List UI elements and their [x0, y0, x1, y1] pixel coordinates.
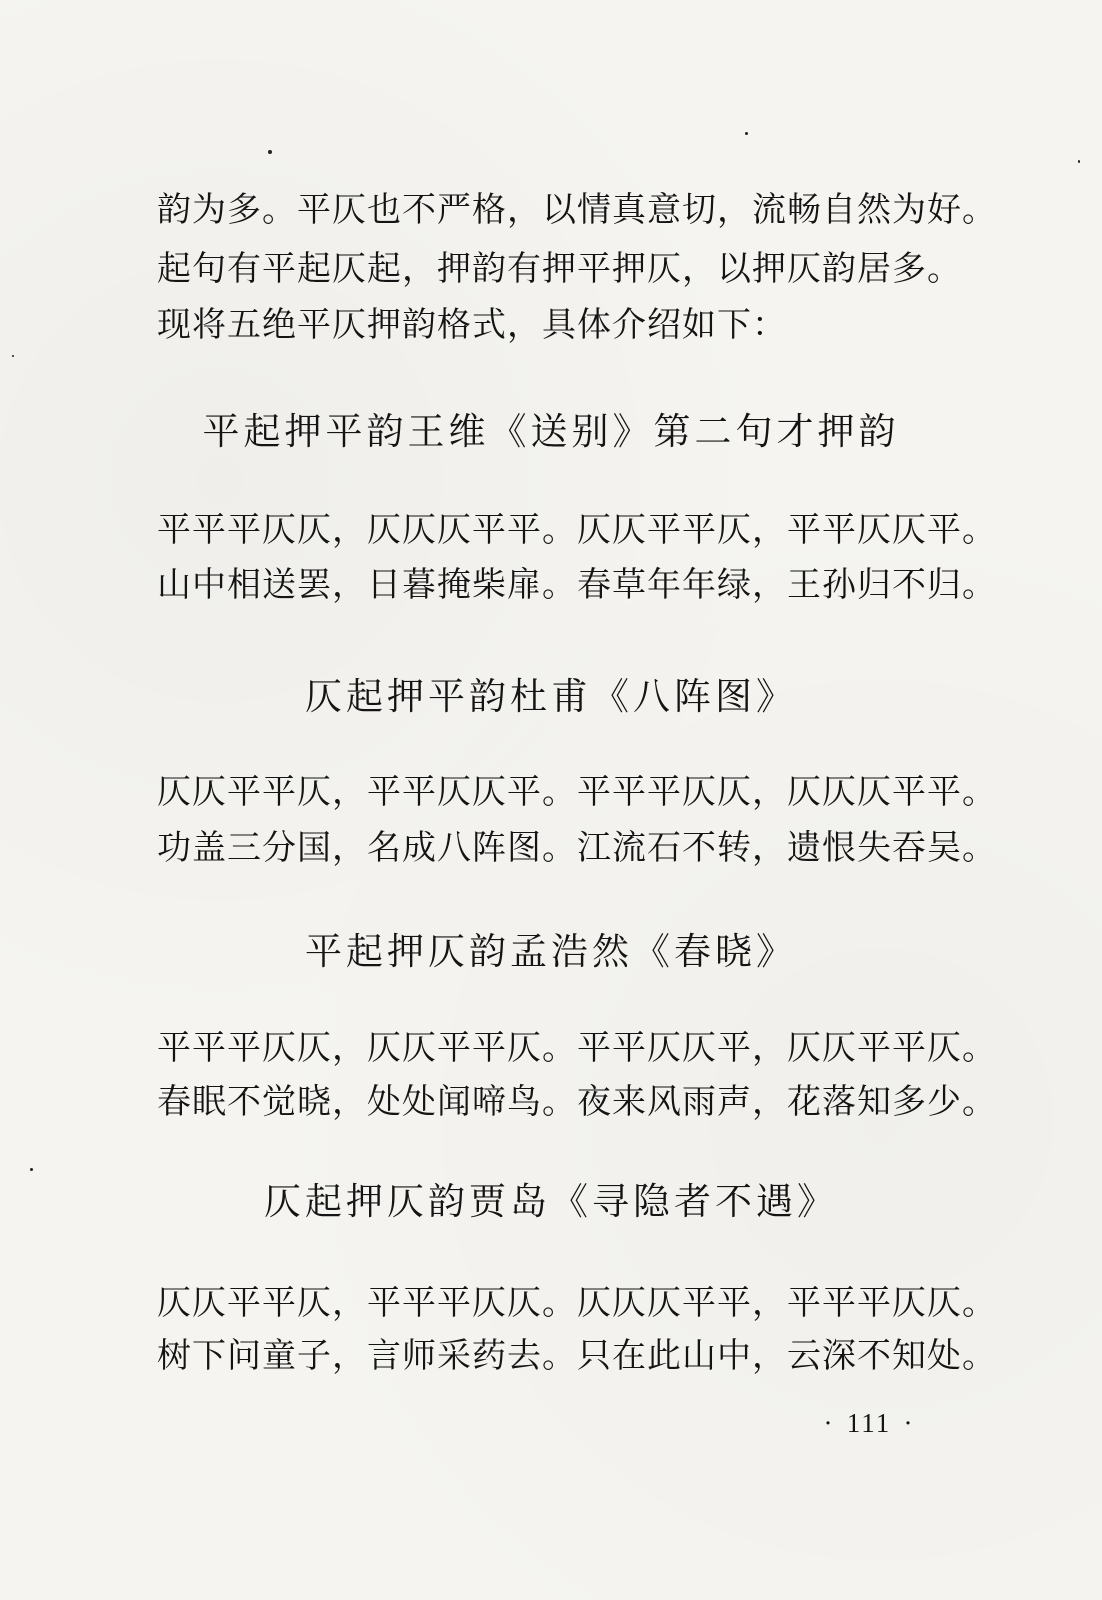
page-number-dot-right: ·: [903, 1408, 915, 1438]
section-heading-1: 平起押平韵王维《送别》第二句才押韵: [202, 410, 900, 453]
page-number-dot-left: ·: [823, 1408, 835, 1438]
page-number: [820, 1407, 918, 1439]
poem-text-3: 春眠不觉晓，处处闻啼鸟。夜来风雨声，花落知多少。: [157, 1082, 997, 1122]
tone-pattern-1: 平平平仄仄，仄仄仄平平。仄仄平平仄，平平仄仄平。: [157, 510, 997, 550]
intro-line-1: 韵为多。平仄也不严格，以情真意切，流畅自然为好。: [157, 190, 997, 230]
scan-speck: [268, 150, 272, 154]
poem-text-2: 功盖三分国，名成八阵图。江流石不转，遗恨失吞吴。: [157, 828, 997, 868]
intro-line-3: 现将五绝平仄押韵格式，具体介绍如下：: [157, 305, 787, 345]
tone-pattern-2: 仄仄平平仄，平平仄仄平。平平平仄仄，仄仄仄平平。: [157, 772, 997, 812]
section-heading-3: 平起押仄韵孟浩然《春晓》: [305, 930, 797, 973]
intro-line-2: 起句有平起仄起，押韵有押平押仄，以押仄韵居多。: [157, 249, 962, 289]
scan-speck: [30, 1168, 33, 1171]
section-heading-4: 仄起押仄韵贾岛《寻隐者不遇》: [264, 1180, 838, 1223]
section-heading-2: 仄起押平韵杜甫《八阵图》: [305, 675, 797, 718]
scan-speck: [12, 355, 14, 357]
poem-text-1: 山中相送罢，日暮掩柴扉。春草年年绿，王孙归不归。: [157, 565, 997, 605]
tone-pattern-3: 平平平仄仄，仄仄平平仄。平平仄仄平，仄仄平平仄。: [157, 1028, 997, 1068]
tone-pattern-4: 仄仄平平仄，平平平仄仄。仄仄仄平平，平平平仄仄。: [157, 1283, 997, 1323]
page-number-value: 111: [846, 1408, 892, 1438]
scan-speck: [1078, 160, 1080, 163]
poem-text-4: 树下问童子，言师采药去。只在此山中，云深不知处。: [157, 1336, 997, 1376]
scan-speck: [745, 132, 748, 135]
